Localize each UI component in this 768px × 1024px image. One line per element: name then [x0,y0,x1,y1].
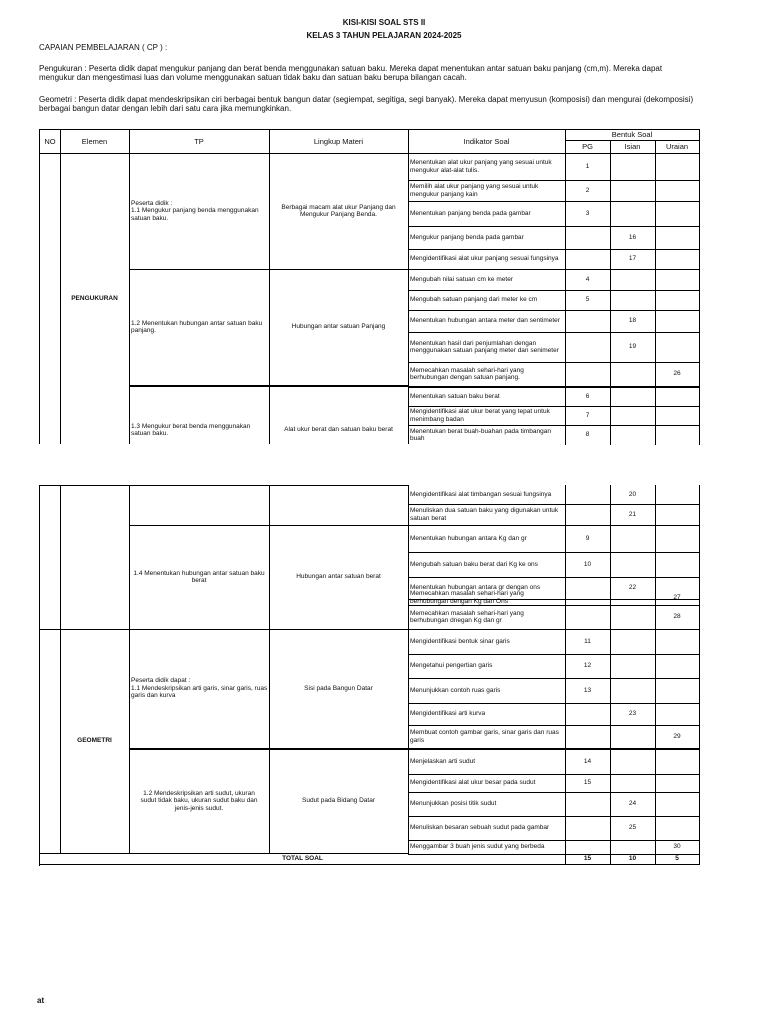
document-subtitle: KELAS 3 TAHUN PELAJARAN 2024-2025 [306,31,462,40]
isian-cell: 16 [610,226,656,250]
header-bentuk-soal: Bentuk Soal [565,130,700,141]
indikator-cell: Mengidentifikasi arti kurva [408,703,566,726]
pg-cell [565,605,611,630]
indikator-cell: Mengidentifikasi alat ukur berat yang tepat untuk menimbang badan [408,406,566,426]
header-lingkup-materi: Lingkup Materi [269,130,409,154]
uraian-cell [655,269,700,291]
isian-cell [610,269,656,291]
pg-cell [565,725,611,750]
no-cell [40,153,61,444]
indikator-cell: Mengetahui pengertian garis [408,654,566,679]
tp-cell: 1.4 Menentukan hubungan antar satuan baku berat [129,525,270,630]
pg-cell: 5 [565,290,611,311]
isian-cell [610,525,656,553]
pg-cell: 3 [565,201,611,227]
indikator-cell: Menentukan hubungan antara meter dan sentimeter [408,310,566,333]
isian-cell [610,153,656,181]
uraian-cell [655,249,700,270]
total-isian: 10 [610,853,656,865]
tp-cell: 1.2 Mendeskripsikan arti sudut, ukuran sudut tidak baku, ukuran sudut baku dan jenis-jenis sudut. [129,749,270,854]
uraian-cell [655,792,700,817]
lingkup-cell: Berbagai macam alat ukur Panjang dan Mengukur Panjang Benda. [269,153,409,270]
lingkup-cell: Sudut pada Bidang Datar [269,749,409,854]
isian-cell [610,201,656,227]
uraian-cell [655,153,700,181]
isian-cell: 22 [610,577,656,600]
uraian-cell [655,180,700,202]
kisi-kisi-table-part1 [39,129,700,444]
lingkup-cell: Hubungan antar satuan berat [269,525,409,630]
indikator-cell: Menentukan berat buah-buahan pada timbangan buah [408,425,566,445]
uraian-cell [655,425,700,445]
pg-cell [565,249,611,270]
pg-cell: 10 [565,552,611,578]
isian-cell: 23 [610,703,656,726]
uraian-cell [655,654,700,679]
indikator-cell: Mengidentifikasi alat ukur besar pada sudut [408,774,566,793]
isian-cell [610,406,656,426]
indikator-cell: Menuliskan besaran sebuah sudut pada gambar [408,816,566,841]
uraian-cell [655,201,700,227]
isian-cell: 24 [610,792,656,817]
uraian-cell: 30 [655,840,700,855]
header-indikator-soal: Indikator Soal [408,130,566,154]
kisi-kisi-table-part2 [39,485,700,866]
uraian-cell [655,290,700,311]
isian-cell [610,774,656,793]
pg-cell: 6 [565,387,611,407]
uraian-cell [655,749,700,775]
uraian-cell: 28 [655,605,700,630]
isian-cell: 20 [610,485,656,505]
isian-cell [610,654,656,679]
header-elemen: Elemen [60,130,130,154]
isian-cell [610,387,656,407]
pg-cell: 4 [565,269,611,291]
indikator-cell: Memecahkan masalah sehari-hari yang berhubungan dengan satuan panjang. [408,362,566,388]
uraian-cell [655,310,700,333]
indikator-cell: Mengukur panjang benda pada gambar [408,226,566,250]
pg-cell [565,816,611,841]
indikator-cell: Menentukan hubungan antara Kg dan gr [408,525,566,553]
pg-cell: 7 [565,406,611,426]
pg-cell: 2 [565,180,611,202]
indikator-cell: Mengubah satuan baku berat dari Kg ke ons [408,552,566,578]
uraian-cell [655,525,700,553]
pg-cell: 15 [565,774,611,793]
isian-cell: 19 [610,332,656,363]
pg-cell: 12 [565,654,611,679]
pg-cell: 1 [565,153,611,181]
uraian-cell [655,406,700,426]
cp-pengukuran-line2: mengukur dan mengestimasi luas dan volume menggunakan satuan tidak baku dan satuan baku berupa bilangan cacah. [39,73,467,82]
tp-cell: Peserta didik : 1.1 Mengukur panjang benda menggunakan satuan baku. [129,153,270,270]
lingkup-cell: Hubungan antar satuan Panjang [269,269,409,387]
total-pg: 15 [565,853,611,865]
no-cell [40,629,61,854]
indikator-cell: Menentukan hasil dari penjumlahan dengan menggunakan satuan panjang meter dan senimeter [408,332,566,363]
cp-pengukuran-line1: Pengukuran : Peserta didik dapat mengukur panjang dan berat benda menggunakan satuan baku. Mereka dapat menentukan antar satuan baku panjang (cm,m). Mereka dapat [39,64,663,73]
header-isian: Isian [610,140,656,154]
cp-label: CAPAIAN PEMBELAJARAN ( CP ) : [39,43,168,52]
indikator-cell: Menentukan satuan baku berat [408,387,566,407]
pg-cell: 11 [565,629,611,655]
header-no: NO [40,130,61,154]
pg-cell [565,362,611,388]
pg-cell [565,226,611,250]
header-uraian: Uraian [655,140,700,154]
uraian-cell [655,332,700,363]
indikator-cell: Membuat contoh gambar garis, sinar garis dan ruas garis [408,725,566,750]
indikator-cell: Menunjukkan contoh ruas garis [408,678,566,704]
elemen-pengukuran: PENGUKURAN [60,153,130,444]
isian-cell [610,290,656,311]
uraian-cell [655,226,700,250]
indikator-cell: Mengubah nilai satuan cm ke meter [408,269,566,291]
uraian-cell [655,504,700,526]
isian-cell [610,749,656,775]
isian-cell [610,590,656,606]
uraian-cell [655,774,700,793]
pg-cell [565,703,611,726]
isian-cell: 21 [610,504,656,526]
isian-cell [610,725,656,750]
cp-geometri-line2: berbagai bangun datar dengan lebih dari satu cara jika memungkinkan. [39,104,292,113]
uraian-cell [655,703,700,726]
indikator-cell: Menggambar 3 buah jenis sudut yang berbeda [408,840,566,855]
total-uraian: 5 [655,853,700,865]
header-pg: PG [565,140,611,154]
uraian-cell [655,678,700,704]
elemen-cell [60,485,130,630]
pg-cell [565,590,611,606]
isian-cell [610,362,656,388]
indikator-cell: Mengidentifikasi alat timbangan sesuai fungsinya [408,485,566,505]
uraian-cell [655,629,700,655]
uraian-cell [655,485,700,505]
elemen-geometri: GEOMETRI [60,629,130,854]
pg-cell [565,792,611,817]
isian-cell [610,552,656,578]
pg-cell [565,310,611,333]
uraian-cell [655,552,700,578]
pg-cell: 14 [565,749,611,775]
indikator-cell: Memilih alat ukur panjang yang sesuai untuk mengukur panjang kain [408,180,566,202]
document-title: KISI-KISI SOAL STS II [342,18,426,27]
total-soal-label: TOTAL SOAL [40,853,566,865]
isian-cell [610,425,656,445]
isian-cell [610,605,656,630]
no-cell [40,485,61,630]
uraian-cell: 26 [655,362,700,388]
tp-cell [129,485,270,526]
footer-fragment: at [37,996,45,1005]
isian-cell [610,629,656,655]
isian-cell: 17 [610,249,656,270]
uraian-cell [655,387,700,407]
tp-cell: Peserta didik dapat : 1.1 Mendeskripsikan arti garis, sinar garis, ruas garis dan kurva [129,629,270,750]
indikator-cell: Menunjukkan posisi titik sudut [408,792,566,817]
pg-cell: 13 [565,678,611,704]
indikator-cell: Menentukan alat ukur panjang yang sesuai untuk mengukur alat-alat tulis. [408,153,566,181]
indikator-cell: Mengubah satuan panjang dari meter ke cm [408,290,566,311]
indikator-cell: Menjelaskan arti sudut [408,749,566,775]
tp-cell: 1.3 Mengukur berat benda menggunakan satuan baku. [129,386,270,444]
indikator-cell: Mengidentifikasi bentuk sinar garis [408,629,566,655]
indikator-cell: Menuliskan dua satuan baku yang digunakan untuk satuan berat [408,504,566,526]
indikator-cell: Memecahkan masalah sehari-hari yang berhubungan dnegan Kg dan gr [408,605,566,630]
lingkup-cell [269,485,409,526]
uraian-cell: 27 [655,590,700,606]
isian-cell [610,678,656,704]
indikator-cell: Menentukan hubungan antara gr dengan ons [408,577,566,600]
cp-geometri-line1: Geometri : Peserta didik dapat mendeskripsikan ciri berbagai bentuk bangun datar (segiempat, segitiga, segi banyak). Mereka dapat menyusun (komposisi) dan mengurai (dekomposisi) [39,95,694,104]
isian-cell: 25 [610,816,656,841]
indikator-cell: Mengidentifikasi alat ukur panjang sesuai fungsinya [408,249,566,270]
isian-cell: 18 [610,310,656,333]
header-tp: TP [129,130,270,154]
uraian-cell [655,816,700,841]
uraian-cell: 29 [655,725,700,750]
pg-cell: 8 [565,425,611,445]
tp-cell: 1.2 Menentukan hubungan antar satuan baku panjang. [129,269,270,387]
pg-cell [565,485,611,505]
indikator-cell: Menentukan panjang benda pada gambar [408,201,566,227]
pg-cell: 9 [565,525,611,553]
indikator-cell: Memecahkan masalah sehari-hari yang berhubungan dengan Kg dan Ons [408,590,566,606]
pg-cell [565,332,611,363]
isian-cell [610,180,656,202]
lingkup-cell: Sisi pada Bangun Datar [269,629,409,750]
lingkup-cell: Alat ukur berat dan satuan baku berat [269,386,409,444]
pg-cell [565,504,611,526]
